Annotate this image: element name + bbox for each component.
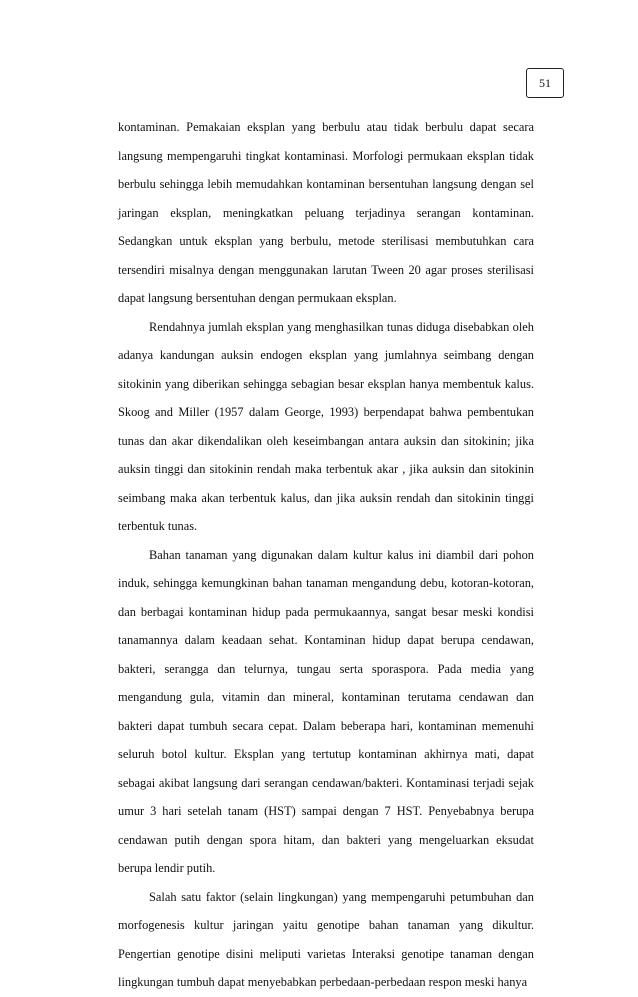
body-text: [118, 113, 534, 997]
page-number: [526, 68, 564, 98]
paragraph: Rendahnya jumlah eksplan yang menghasilkan tunas diduga disebabkan oleh adanya kandungan auksin endogen eksplan yang jumlahnya seimbang dengan sitokinin yang diberikan sehingga sebagian besar eksplan hanya membentuk kalus. Skoog and Miller (1957 dalam George, 1993) berpendapat bahwa pembentukan tunas dan akar dikendalikan oleh keseimbangan antara auksin dan sitokinin; jika auksin tinggi dan sitokinin rendah maka terbentuk akar , jika auksin dan sitokinin seimbang maka akan terbentuk kalus, dan jika auksin rendah dan sitokinin tinggi terbentuk tunas.: [118, 319, 534, 533]
page-number-text: 51: [539, 75, 551, 90]
paragraph: kontaminan. Pemakaian eksplan yang berbulu atau tidak berbulu dapat secara langsung mempengaruhi tingkat kontaminasi. Morfologi permukaan eksplan tidak berbulu sehingga lebih memudahkan kontaminan bersentuhan langsung dengan sel jaringan eksplan, meningkatkan peluang terjadinya serangan kontaminan. Sedangkan untuk eksplan yang berbulu, metode sterilisasi membutuhkan cara tersendiri misalnya dengan menggunakan larutan Tween 20 agar proses sterilisasi dapat langsung bersentuhan dengan permukaan eksplan.: [118, 120, 534, 305]
paragraph: Bahan tanaman yang digunakan dalam kultur kalus ini diambil dari pohon induk, sehingga kemungkinan bahan tanaman mengandung debu, kotoran-kotoran, dan berbagai kontaminan hidup pada permukaannya, sangat besar meski kondisi tanamannya dalam keadaan sehat. Kontaminan hidup dapat berupa cendawan, bakteri, serangga dan telurnya, tungau serta sporaspora. Pada media yang mengandung gula, vitamin dan mineral, kontaminan terutama cendawan dan bakteri dapat tumbuh secara cepat. Dalam beberapa hari, kontaminan memenuhi seluruh botol kultur. Eksplan yang tertutup kontaminan akhirnya mati, dapat sebagai akibat langsung dari serangan cendawan/bakteri. Kontaminasi terjadi sejak umur 3 hari setelah tanam (HST) sampai dengan 7 HST. Penyebabnya berupa cendawan putih dengan spora hitam, dan bakteri yang mengeluarkan eksudat berupa lendir putih.: [118, 547, 534, 875]
paragraph: Salah satu faktor (selain lingkungan) yang mempengaruhi petumbuhan dan morfogenesis kultur jaringan yaitu genotipe bahan tanaman yang dikultur. Pengertian genotipe disini meliputi varietas Interaksi genotipe tanaman dengan lingkungan tumbuh dapat menyebabkan perbedaan-perbedaan respon meski hanya: [118, 889, 534, 989]
